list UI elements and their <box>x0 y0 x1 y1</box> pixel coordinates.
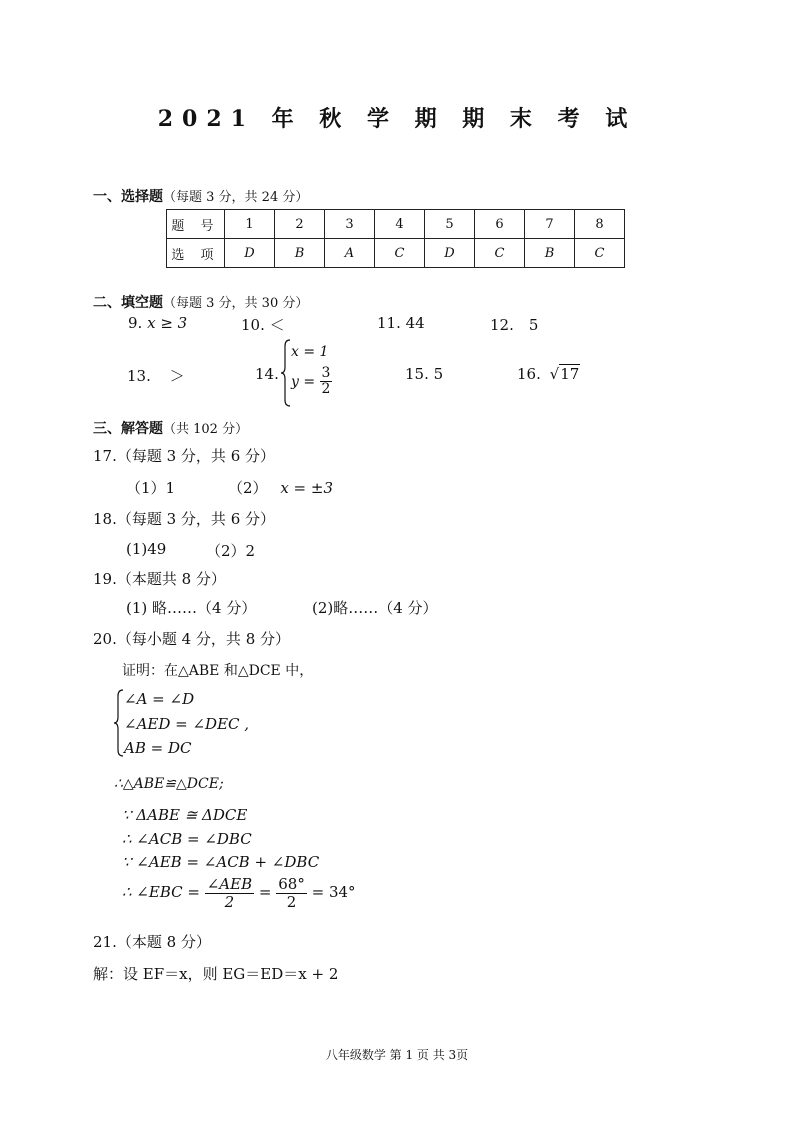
q20-line-4-rhs: = 34° <box>311 883 356 901</box>
table-header-cell: 题 号 <box>167 210 225 239</box>
section-3-note: （共 102 分） <box>163 422 249 437</box>
table-cell: A <box>325 239 375 268</box>
q20-fraction-1 <box>205 876 254 910</box>
answer-12: 12. 5 <box>490 316 539 334</box>
answer-14-number: 14. <box>255 365 279 383</box>
answer-13-value: ＞ <box>169 367 185 385</box>
answer-14-fraction <box>320 366 333 398</box>
table-cell: C <box>475 239 525 268</box>
fraction-numerator: 68° <box>278 875 305 893</box>
fraction-denominator: 2 <box>224 892 235 911</box>
table-cell: 8 <box>575 210 625 239</box>
fraction-numerator: ∠AEB <box>206 875 253 893</box>
q20-line-1: ∵ ΔABE ≅ ΔDCE <box>122 806 248 824</box>
q20-line-4 <box>122 876 356 910</box>
table-cell: 5 <box>425 210 475 239</box>
answer-15: 15. 5 <box>405 365 444 383</box>
answer-13-number: 13. <box>127 367 151 385</box>
fraction-denominator: 2 <box>286 892 297 911</box>
q18-answer-2: （2）2 <box>206 542 256 560</box>
q19-answer-1: (1) 略……（4 分） <box>126 599 257 617</box>
section-2-heading <box>93 292 308 312</box>
table-cell: C <box>375 239 425 268</box>
section-3-heading <box>93 418 248 438</box>
q20-system-line-3: AB = DC <box>124 739 192 757</box>
section-2-title: 二、填空题 <box>93 295 163 311</box>
equals-sign: = <box>258 883 272 901</box>
table-cell: 7 <box>525 210 575 239</box>
q17-heading: 17.（每题 3 分，共 6 分） <box>93 447 276 465</box>
fraction-numerator: 3 <box>321 365 331 381</box>
q17-answer-2-label: （2） <box>228 479 268 497</box>
answer-14-eq1: x = 1 <box>291 344 329 360</box>
answer-9-number: 9. <box>128 314 143 332</box>
q20-heading: 20.（每小题 4 分，共 8 分） <box>93 630 291 648</box>
answer-14-eq2 <box>291 366 332 398</box>
section-1-note: （每题 3 分，共 24 分） <box>163 190 309 205</box>
table-cell: D <box>425 239 475 268</box>
fraction-denominator: 2 <box>321 381 331 398</box>
answer-9 <box>128 314 187 332</box>
page-title: 2021 年 秋 学 期 期 末 考 试 <box>157 106 637 132</box>
table-cell: 3 <box>325 210 375 239</box>
table-cell: 4 <box>375 210 425 239</box>
table-header-cell: 选 项 <box>167 239 225 268</box>
q20-line-2: ∴ ∠ACB = ∠DBC <box>122 830 252 848</box>
q20-proof-intro: 证明：在△ABE 和△DCE 中， <box>122 663 314 679</box>
q20-fraction-2 <box>276 876 307 910</box>
table-cell: D <box>225 239 275 268</box>
q20-system-line-2: ∠AED = ∠DEC , <box>124 715 250 733</box>
section-1-heading <box>93 186 308 206</box>
q19-answer-2: (2)略……（4 分） <box>312 599 438 617</box>
table-cell: 6 <box>475 210 525 239</box>
page-footer: 八年级数学 第 1 页 共 3页 <box>325 1048 469 1062</box>
answer-10-value: ＜ <box>269 316 285 334</box>
q19-heading: 19.（本题共 8 分） <box>93 570 226 588</box>
answer-10 <box>241 314 285 335</box>
q21-solution: 解：设 EF＝x，则 EG＝ED＝x + 2 <box>93 965 339 983</box>
table-cell: C <box>575 239 625 268</box>
section-3-title: 三、解答题 <box>93 421 163 437</box>
q20-conclusion: ∴△ABE≌△DCE; <box>114 776 224 792</box>
answer-16 <box>517 365 580 383</box>
answer-16-number: 16. <box>517 365 541 383</box>
answer-13 <box>127 365 185 386</box>
answer-14-y: y = <box>291 373 316 390</box>
q20-line-4-lhs: ∴ ∠EBC = <box>122 883 200 901</box>
table-row <box>167 239 625 268</box>
q18-heading: 18.（每题 3 分，共 6 分） <box>93 510 276 528</box>
table-cell: B <box>275 239 325 268</box>
table-cell: B <box>525 239 575 268</box>
q17-answer-2 <box>228 477 333 498</box>
answer-9-value: x ≥ 3 <box>147 314 188 332</box>
q17-answer-2-value: x = ±3 <box>280 479 334 497</box>
q17-answer-1: （1）1 <box>126 479 176 497</box>
section-1-title: 一、选择题 <box>93 189 163 205</box>
table-row <box>167 210 625 239</box>
q18-answer-1: (1)49 <box>126 540 167 558</box>
answer-table <box>166 209 625 268</box>
q20-line-3: ∵ ∠AEB = ∠ACB + ∠DBC <box>122 853 320 871</box>
answer-11: 11. 44 <box>377 314 425 332</box>
q21-heading: 21.（本题 8 分） <box>93 933 211 951</box>
answer-16-radical: √17 <box>549 365 580 383</box>
section-2-note: （每题 3 分，共 30 分） <box>163 296 309 311</box>
table-cell: 1 <box>225 210 275 239</box>
answer-10-number: 10. <box>241 316 265 334</box>
radicand: 17 <box>560 365 580 383</box>
q20-system-line-1: ∠A = ∠D <box>124 690 195 708</box>
table-cell: 2 <box>275 210 325 239</box>
